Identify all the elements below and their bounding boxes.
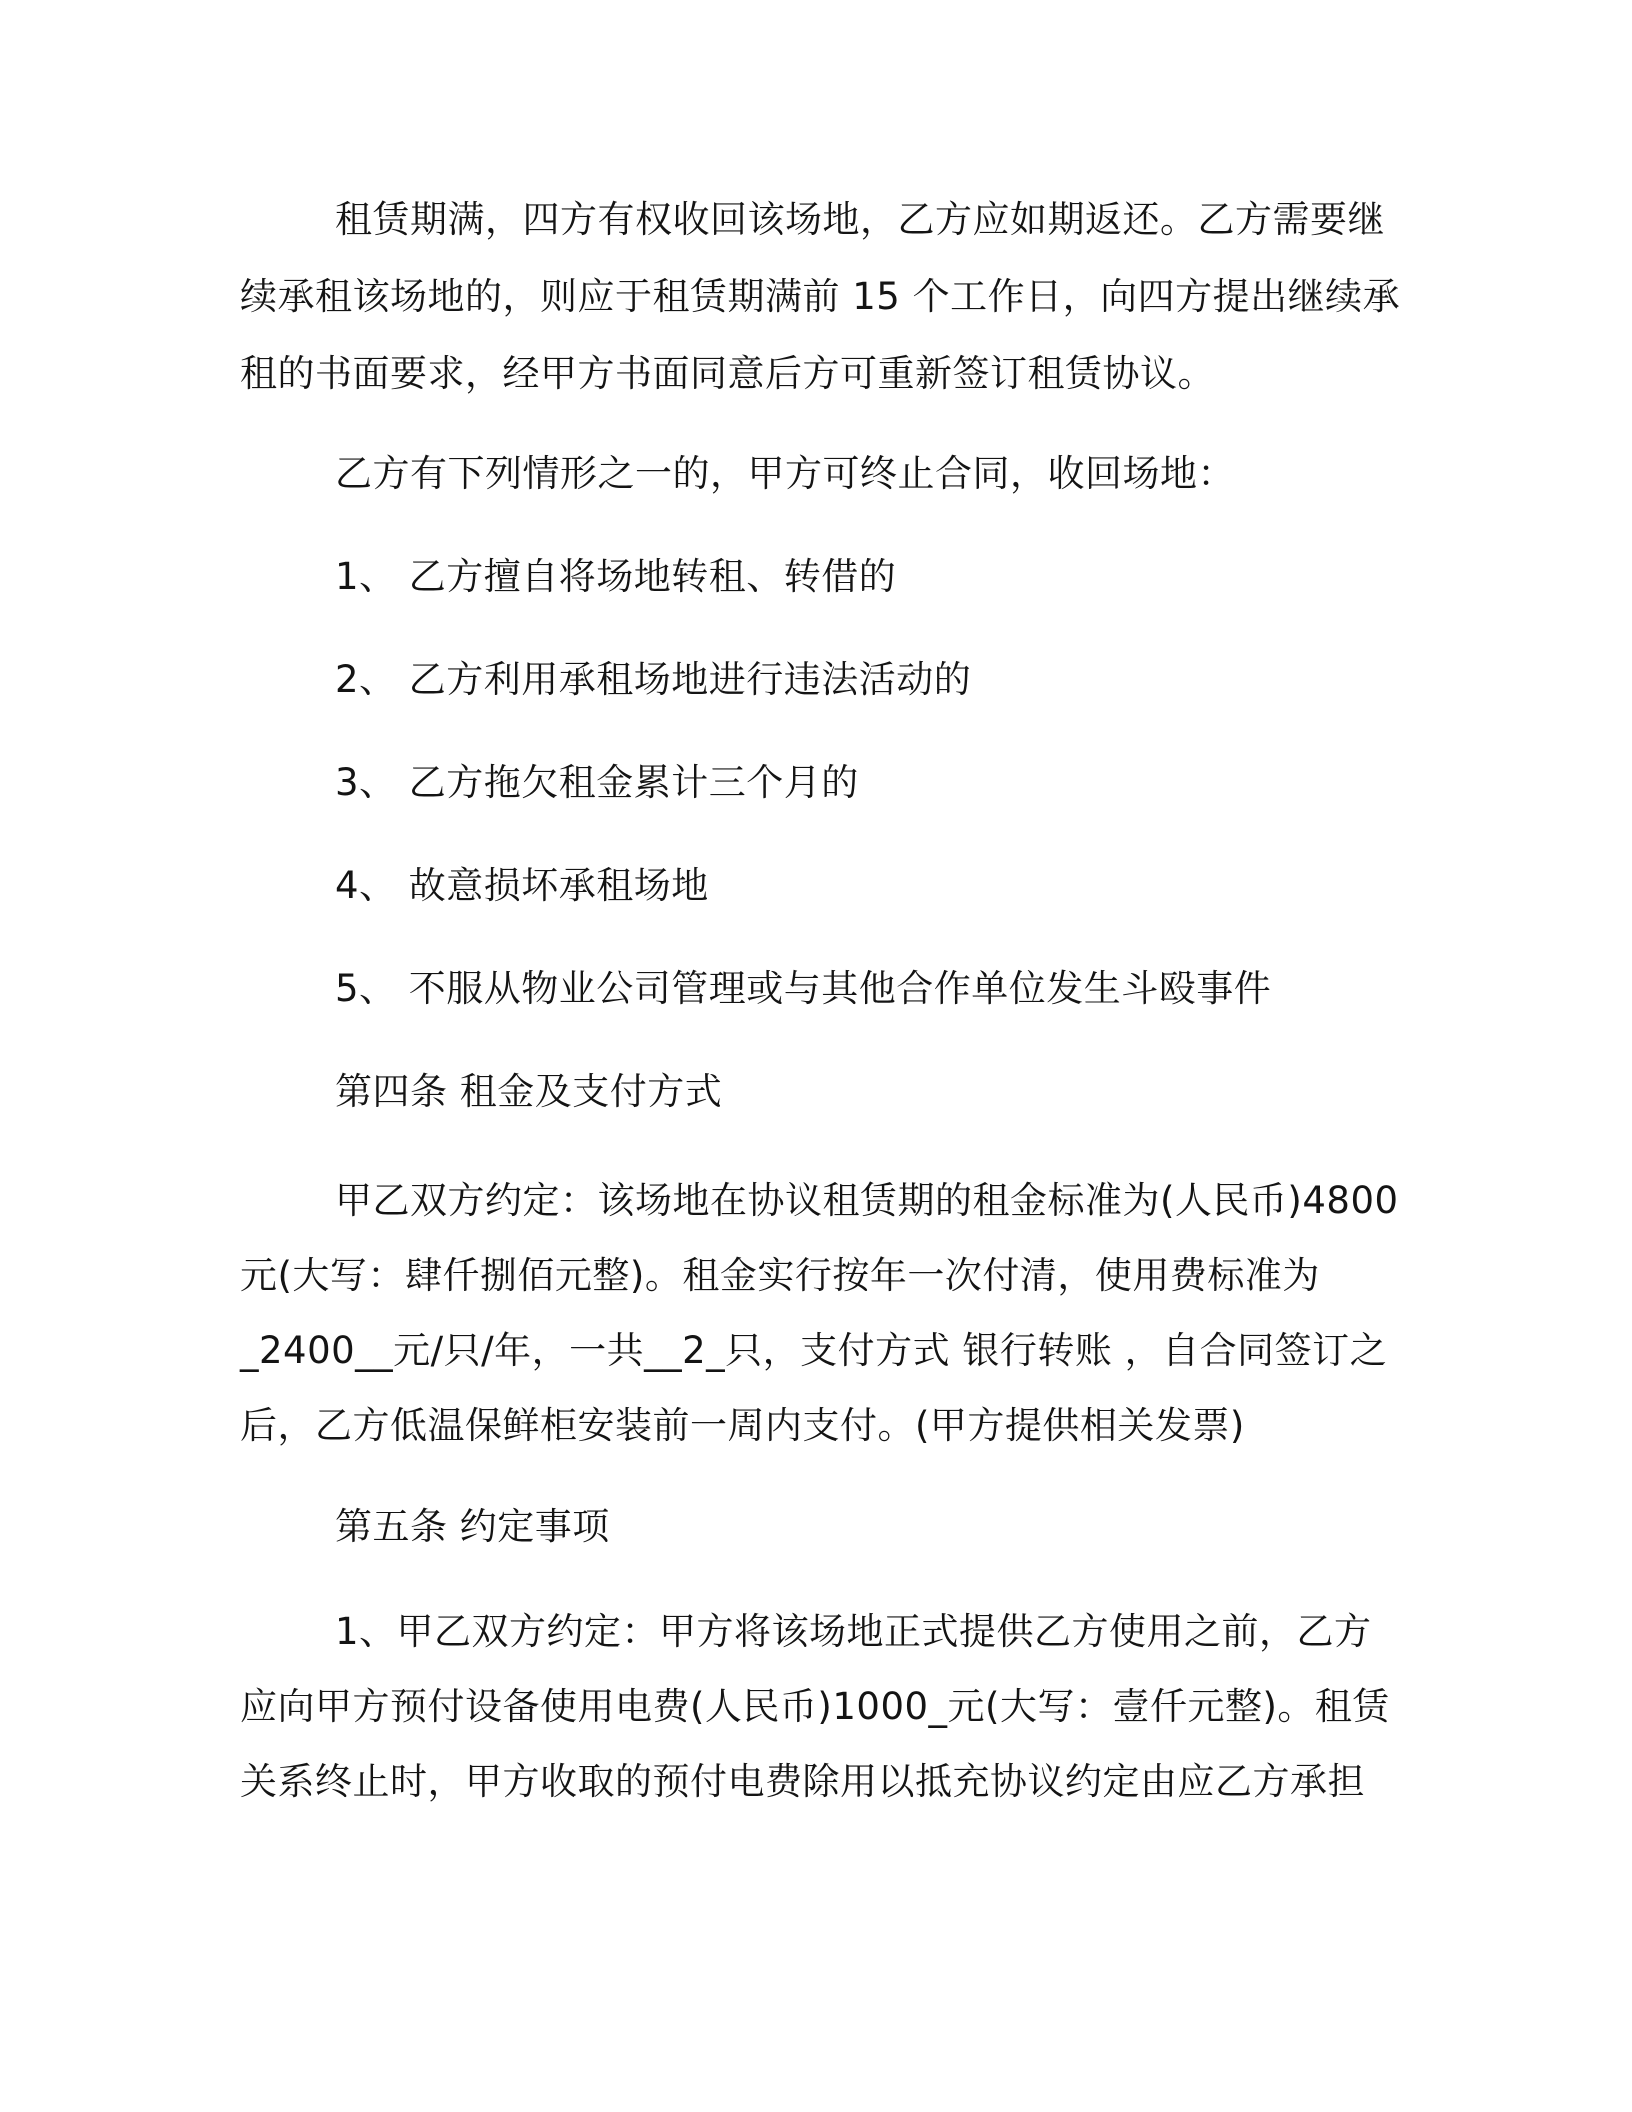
- list-item: 3、 乙方拖欠租金累计三个月的: [335, 761, 859, 804]
- section-heading: 第四条 租金及支付方式: [335, 1070, 723, 1113]
- paragraph-line: 甲乙双方约定：该场地在协议租赁期的租金标准为(人民币)4800: [335, 1179, 1399, 1222]
- list-item: 5、 不服从物业公司管理或与其他合作单位发生斗殴事件: [335, 967, 1272, 1010]
- paragraph-line: 租的书面要求，经甲方书面同意后方可重新签订租赁协议。: [240, 352, 1215, 395]
- paragraph-line: 应向甲方预付设备使用电费(人民币)1000_元(大写：壹仟元整)。租赁: [240, 1685, 1390, 1728]
- paragraph-line: 租赁期满，四方有权收回该场地，乙方应如期返还。乙方需要继: [335, 198, 1385, 241]
- paragraph-line: 乙方有下列情形之一的，甲方可终止合同，收回场地：: [335, 452, 1235, 495]
- list-item: 1、 乙方擅自将场地转租、转借的: [335, 555, 897, 598]
- section-heading: 第五条 约定事项: [335, 1505, 610, 1548]
- list-item: 2、 乙方利用承租场地进行违法活动的: [335, 658, 972, 701]
- paragraph-line: 元(大写：肆仟捌佰元整)。租金实行按年一次付清，使用费标准为: [240, 1254, 1320, 1297]
- paragraph-line: 1、甲乙双方约定：甲方将该场地正式提供乙方使用之前，乙方: [335, 1610, 1372, 1653]
- paragraph-line: 后，乙方低温保鲜柜安装前一周内支付。(甲方提供相关发票): [240, 1404, 1245, 1447]
- list-item: 4、 故意损坏承租场地: [335, 864, 709, 907]
- paragraph-line: 关系终止时，甲方收取的预付电费除用以抵充协议约定由应乙方承担: [240, 1760, 1365, 1803]
- paragraph-line: _2400__元/只/年，一共__2_只，支付方式 银行转账 ，自合同签订之: [240, 1329, 1388, 1372]
- paragraph-line: 续承租该场地的，则应于租赁期满前 15 个工作日，向四方提出继续承: [240, 275, 1401, 318]
